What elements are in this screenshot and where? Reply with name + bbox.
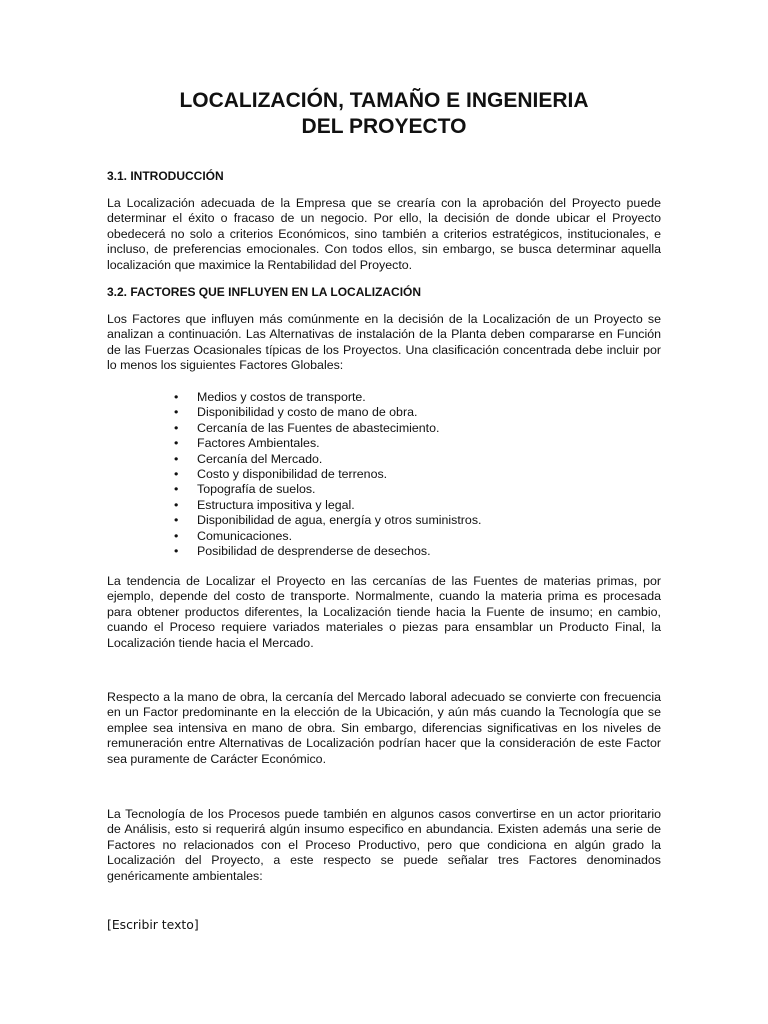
factor-label: Disponibilidad y costo de mano de obra. [197,405,418,420]
factor-label: Costo y disponibilidad de terrenos. [197,467,388,482]
paragraph-mano-de-obra: Respecto a la mano de obra, la cercanía del Mercado laboral adecuado se convierte con frecuencia en un Factor predominante en la elección de la Ubicación, y aún más cuando la Tecnología que se emplee sea intensiva en mano de obra. Sin embargo, diferencias significativas en los niveles de remuneración entre Alternativas de Localización podrían hacer que la consideración de este Factor sea puramente de Carácter Económico. [107,690,661,766]
factor-label: Posibilidad de desprenderse de desechos. [197,544,431,559]
factor-list-item [174,482,481,497]
bullet-icon: • [174,544,179,559]
factor-label: Cercanía del Mercado. [197,451,323,466]
factor-list-item [174,467,481,482]
section-heading-factores: 3.2. FACTORES QUE INFLUYEN EN LA LOCALIZACIÓN [107,285,422,299]
factor-list-item [174,498,481,513]
title-line-1: LOCALIZACIÓN, TAMAÑO E INGENIERIA [179,89,589,112]
factor-list-item [174,513,481,528]
factor-label: Topografía de suelos. [197,482,316,497]
factor-label: Comunicaciones. [197,528,293,543]
factor-label: Factores Ambientales. [197,436,320,451]
bullet-icon: • [174,497,179,512]
footer-placeholder-text[interactable]: [Escribir texto] [107,917,199,932]
factor-list-item [174,421,481,436]
bullet-icon: • [174,513,179,528]
paragraph-introduccion: La Localización adecuada de la Empresa que se crearía con la aprobación del Proyecto puede determinar el éxito o fracaso de un negocio. Por ello, la decisión de donde ubicar el Proyecto obedecerá no solo a criterios Económicos, sino también a criterios estratégicos, institucionales, e incluso, de preferencias emocionales. Con todos ellos, sin embargo, se busca determinar aquella localización que maximice la Rentabilidad del Proyecto. [107,196,661,272]
factor-label: Medios y costos de transporte. [197,390,366,404]
factor-list-item [174,405,481,420]
bullet-icon: • [174,451,179,466]
bullet-icon: • [174,528,179,543]
factor-list-item [174,452,481,467]
factor-label: Estructura impositiva y legal. [197,497,355,512]
factor-label: Disponibilidad de agua, energía y otros suministros. [197,513,482,528]
bullet-icon: • [174,436,179,451]
title-line-2: DEL PROYECTO [301,115,467,138]
bullet-icon: • [174,420,179,435]
bullet-icon: • [174,482,179,497]
paragraph-tecnologia: La Tecnología de los Procesos puede también en algunos casos convertirse en un actor prioritario de Análisis, esto si requerirá algún insumo especifico en abundancia. Existen además una serie de Factores no relacionados con el Proceso Productivo, pero que condiciona en algún grado la Localización del Proyecto, a este respecto se puede señalar tres Factores denominados genéricamente ambientales: [107,807,661,883]
factors-list [174,390,481,559]
bullet-icon: • [174,390,179,404]
paragraph-materias-primas: La tendencia de Localizar el Proyecto en las cercanías de las Fuentes de materias primas, por ejemplo, depende del costo de transporte. Normalmente, cuando la materia prima es procesada para obtener productos diferentes, la Localización tiende hacia la Fuente de insumo; en cambio, cuando el Proceso requiere variados materiales o piezas para ensamblar un Producto Final, la Localización tiende hacia el Mercado. [107,574,661,650]
bullet-icon: • [174,405,179,420]
factor-list-item [174,544,481,559]
section-heading-introduccion: 3.1. INTRODUCCIÓN [107,169,224,183]
factor-label: Cercanía de las Fuentes de abastecimiento. [197,420,440,435]
factor-list-item [174,436,481,451]
document-title [0,88,768,140]
bullet-icon: • [174,467,179,482]
paragraph-factores-intro: Los Factores que influyen más comúnmente en la decisión de la Localización de un Proyecto se analizan a continuación. Las Alternativas de instalación de la Planta deben compararse en Función de las Fuerzas Ocasionales típicas de los Proyectos. Una clasificación concentrada debe incluir por lo menos los siguientes Factores Globales: [107,312,661,373]
factor-list-item [174,529,481,544]
factor-list-item [174,390,481,405]
